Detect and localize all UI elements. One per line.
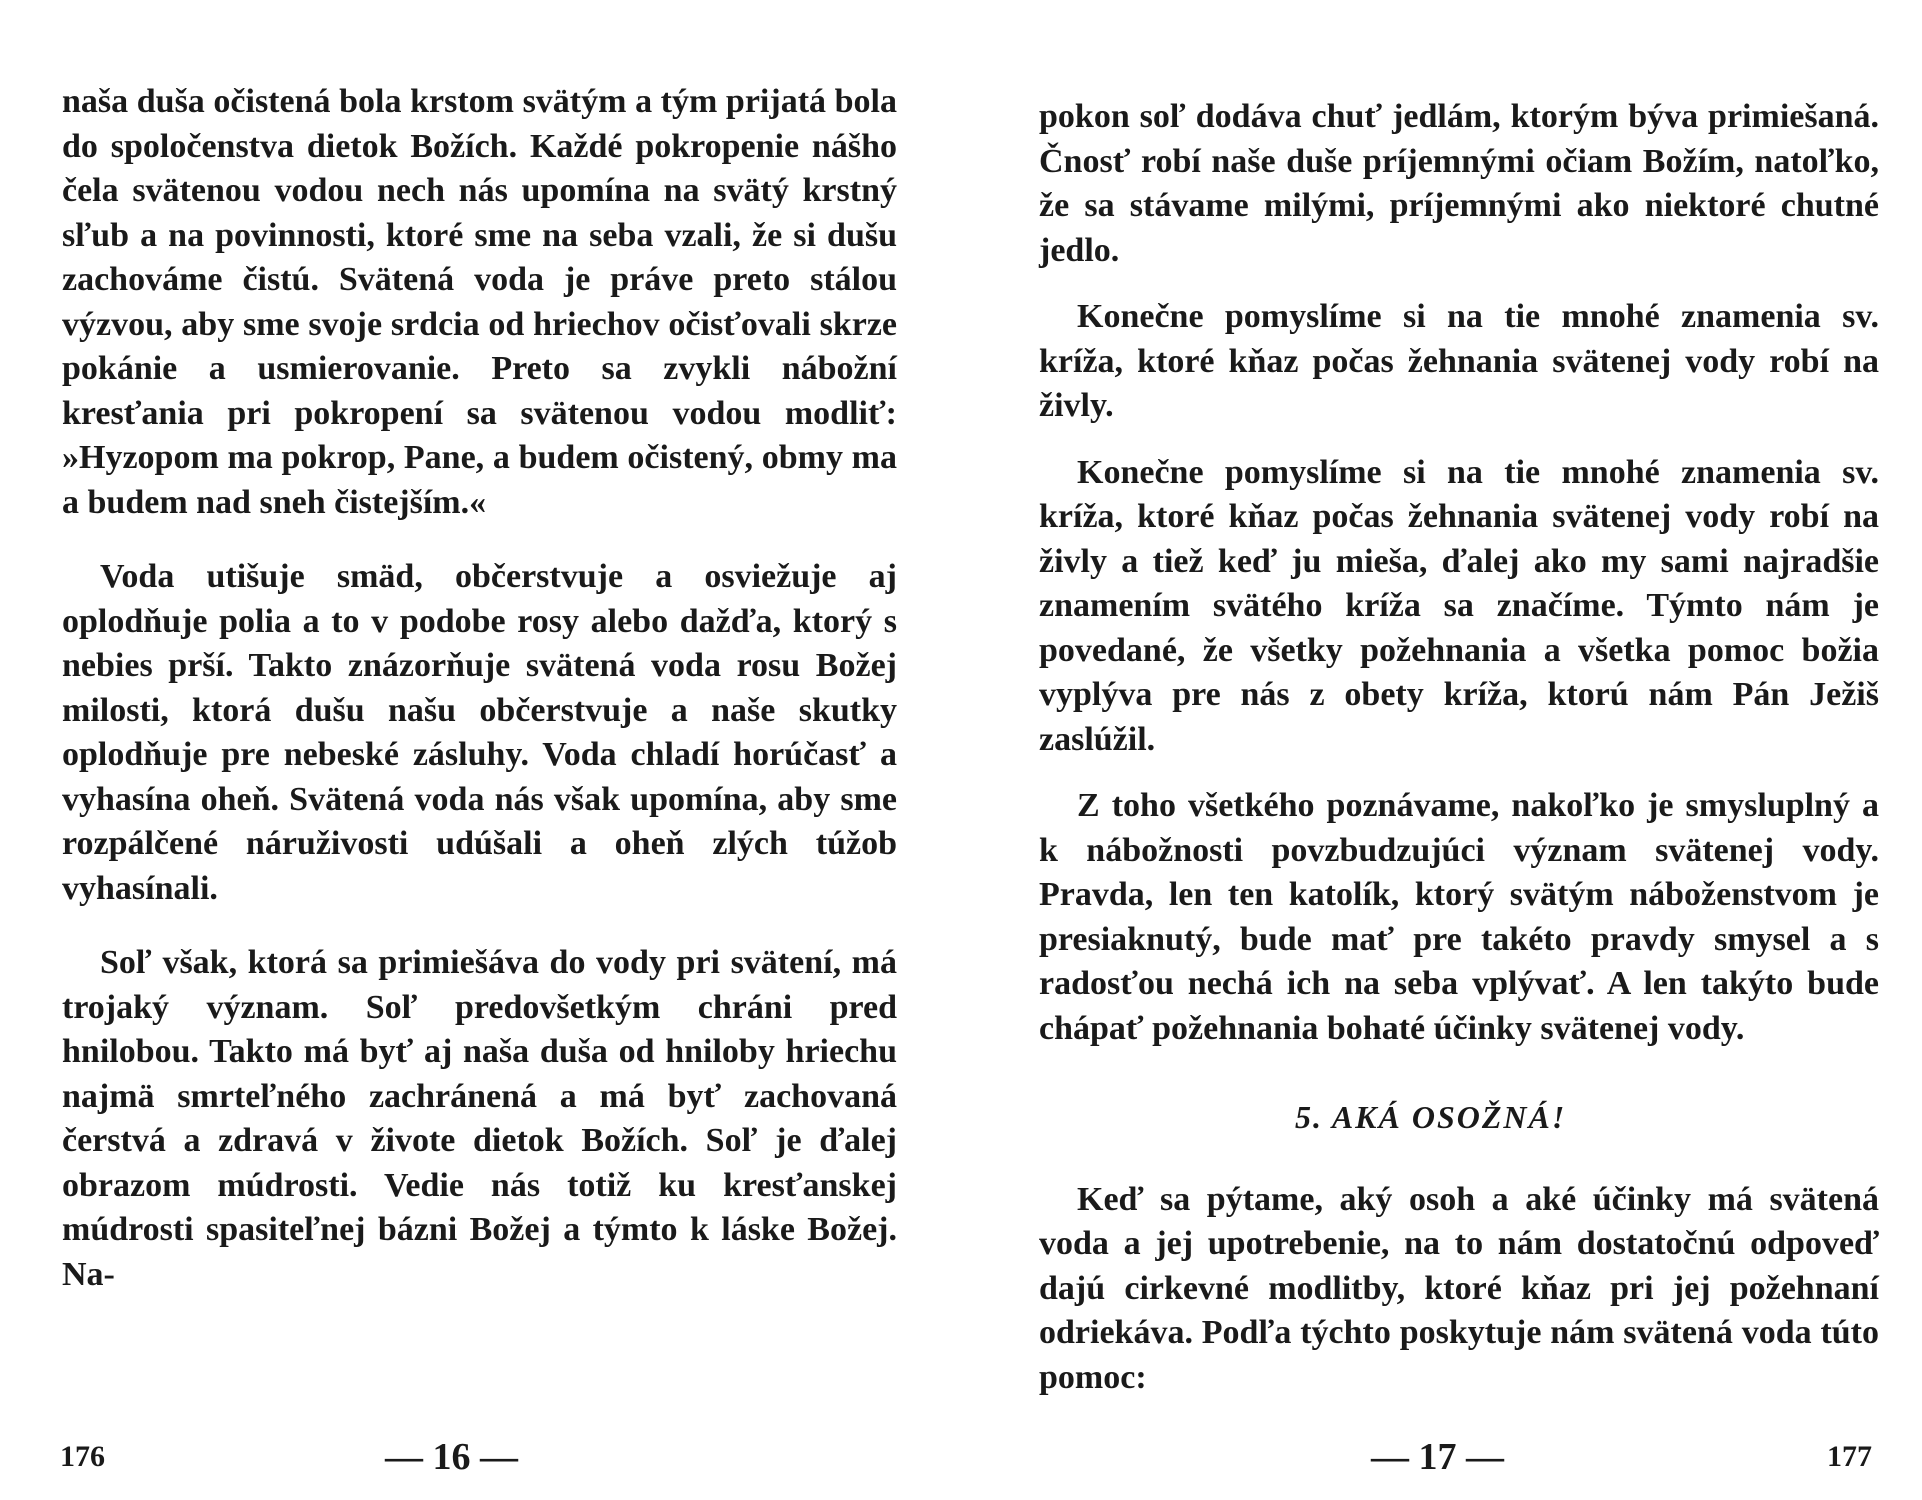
right-text-column: [1039, 95, 1879, 1400]
right-paragraph-3: Konečne pomyslíme si na tie mnohé znamenia sv. kríža, ktoré kňaz počas žehnania svätenej vody robí na živly a tiež keď ju mieša, ďalej ako my sami najradšie znamením svätého kríža sa značíme. Týmto nám je povedané, že všetky požehnania a všetka pomoc božia vyplýva pre nás z obety kríža, ktorú nám Pán Ježiš zaslúžil.: [1039, 453, 1879, 758]
left-text-column: [62, 80, 897, 1297]
left-paragraph-2: Voda utišuje smäd, občerstvuje a osviežuje aj oplodňuje polia a to v podobe rosy alebo dažďa, ktorý s nebies prší. Takto znázorňuje svätená voda rosu Božej milosti, ktorá dušu našu občerstvuje a naše skutky oplodňuje pre nebeské zásluhy. Voda chladí horúčasť a vyhasína oheň. Svätená voda nás však upomína, aby sme rozpálčené náruživosti udúšali a oheň zlých túžob vyhasínali.: [62, 558, 897, 907]
right-folio-number: 177: [1827, 1440, 1872, 1473]
right-paragraph-1: pokon soľ dodáva chuť jedlám, ktorým býva primiešaná. Čnosť robí naše duše príjemnými očiam Božím, natoľko, že sa stávame milými, príjemnými ako niektoré chutné jedlo.: [1039, 98, 1879, 269]
right-page: [961, 0, 1922, 1500]
left-folio-number: 176: [60, 1440, 105, 1473]
left-page-number: — 16 —: [385, 1436, 518, 1478]
left-paragraph-3: Soľ však, ktorá sa primiešáva do vody pri svätení, má trojaký význam. Soľ predovšetkým chráni pred hnilobou. Takto má byť aj naša duša od hniloby hriechu najmä smrteľného zachránená a má byť zachovaná čerstvá a zdravá v živote dietok Božích. Soľ je ďalej obrazom múdrosti. Vedie nás totiž ku kresťanskej múdrosti spasiteľnej bázni Božej a týmto k láske Božej. Na-: [62, 944, 897, 1293]
right-paragraph-2: Konečne pomyslíme si na tie mnohé znamenia sv. kríža, ktoré kňaz počas žehnania svätenej vody robí na živly.: [1039, 298, 1879, 424]
left-paragraph-1: naša duša očistená bola krstom svätým a tým prijatá bola do spoločenstva dietok Božích. Každé pokropenie nášho čela svätenou vodou nech nás upomína na svätý krstný sľub a na povinnosti, ktoré sme na seba vzali, že si dušu zachováme čistú. Svätená voda je práve preto stálou výzvou, aby sme svoje srdcia od hriechov očisťovali skrze pokánie a usmierovanie. Preto sa zvykli nábožní kresťania pri pokropení sa svätenou vodou modliť: »Hyzopom ma pokrop, Pane, a budem očistený, obmy ma a budem nad sneh čistejším.«: [62, 83, 897, 521]
section-heading: 5. AKÁ OSOŽNÁ!: [1295, 1099, 1567, 1135]
right-paragraph-4: Z toho všetkého poznávame, nakoľko je smysluplný a k nábožnosti povzbudzujúci význam svätenej vody. Pravda, len ten katolík, ktorý svätým náboženstvom je presiaknutý, bude mať pre takéto pravdy smysel a s radosťou nechá ich na seba vplývať. A len takýto bude chápať požehnania bohaté účinky svätenej vody.: [1039, 787, 1879, 1047]
right-page-number: — 17 —: [1371, 1436, 1504, 1478]
right-paragraph-5: Keď sa pýtame, aký osoh a aké účinky má svätená voda a jej upotrebenie, na to nám dostatočnú odpoveď dajú cirkevné modlitby, ktoré kňaz pri jej požehnaní odriekáva. Podľa týchto poskytuje nám svätená voda túto pomoc:: [1039, 1180, 1879, 1396]
